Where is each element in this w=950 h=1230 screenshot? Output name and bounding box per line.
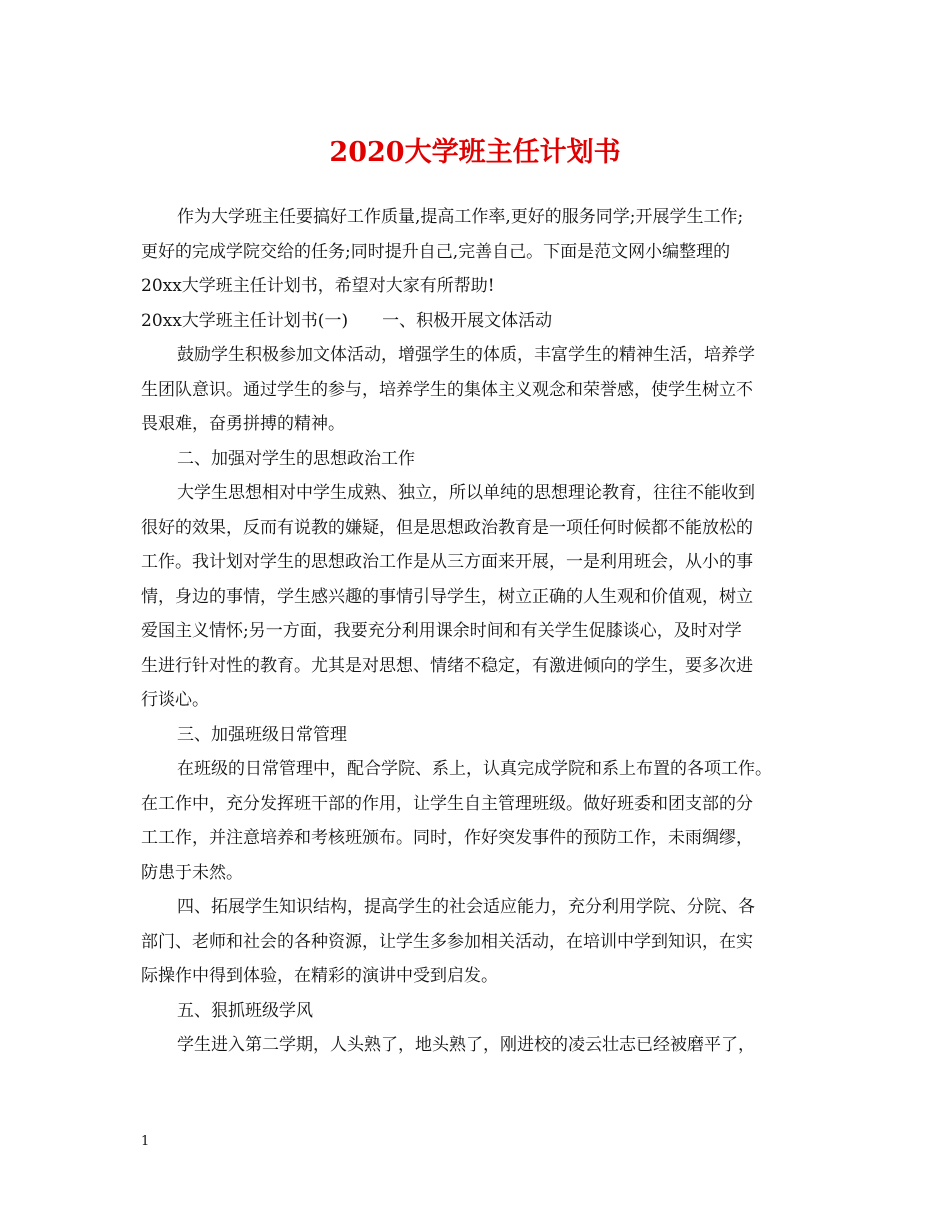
document-title: 2020大学班主任计划书 — [329, 137, 621, 168]
paragraph-line: 鼓励学生积极参加文体活动，增强学生的体质，丰富学生的精神生活，培养学 — [177, 345, 755, 365]
paragraph-line: 在工作中，充分发挥班干部的作用，让学生自主管理班级。做好班委和团支部的分 — [141, 793, 753, 814]
section-heading: 一、积极开展文体活动 — [382, 310, 553, 331]
paragraph-line: 生进行针对性的教育。尤其是对思想、情绪不稳定，有激进倾向的学生，要多次进 — [141, 655, 753, 676]
paragraph-line: 工作。我计划对学生的思想政治工作是从三方面来开展，一是利用班会，从小的事 — [141, 552, 753, 572]
plan-subtitle: 20xx大学班主任计划书(一) — [141, 310, 349, 331]
paragraph-line: 四、拓展学生知识结构，提高学生的社会适应能力，充分利用学院、分院、各 — [177, 897, 755, 917]
paragraph-line: 爱国主义情怀;另一方面，我要充分利用课余时间和有关学生促膝谈心，及时对学 — [141, 621, 742, 641]
paragraph-line: 很好的效果，反而有说教的嫌疑，但是思想政治教育是一项任何时候都不能放松的 — [141, 517, 753, 538]
paragraph-line: 更好的完成学院交给的任务;同时提升自己,完善自己。下面是范文网小编整理的 — [141, 241, 731, 262]
paragraph-line: 五、狠抓班级学风 — [177, 1000, 313, 1021]
paragraph-line: 防患于未然。 — [141, 862, 243, 883]
paragraph-line: 大学生思想相对中学生成熟、独立，所以单纯的思想理论教育，往往不能收到 — [177, 483, 755, 503]
paragraph-line: 工工作，并注意培养和考核班颁布。同时，作好突发事件的预防工作，未雨绸缪， — [141, 828, 753, 848]
paragraph-line: 20xx大学班主任计划书，希望对大家有所帮助! — [141, 276, 495, 296]
paragraph-line: 在班级的日常管理中，配合学院、系上，认真完成学院和系上布置的各项工作。 — [177, 759, 772, 779]
paragraph-line: 情，身边的事情，学生感兴趣的事情引导学生，树立正确的人生观和价值观，树立 — [141, 586, 753, 607]
paragraph-line: 畏艰难，奋勇拼搏的精神。 — [141, 414, 345, 434]
page-number: 1 — [141, 1134, 150, 1149]
paragraph-line: 际操作中得到体验，在精彩的演讲中受到启发。 — [141, 966, 498, 986]
section-heading-line — [141, 304, 821, 339]
paragraph-line: 行谈心。 — [141, 690, 209, 710]
paragraph-line: 学生进入第二学期，人头熟了，地头熟了，刚进校的凌云壮志已经被磨平了， — [177, 1035, 755, 1055]
paragraph-line: 部门、老师和社会的各种资源，让学生多参加相关活动，在培训中学到知识，在实 — [141, 931, 753, 952]
paragraph-line: 二、加强对学生的思想政治工作 — [177, 448, 415, 469]
paragraph-line: 三、加强班级日常管理 — [177, 724, 347, 745]
document-body — [141, 200, 821, 1063]
paragraph-line: 生团队意识。通过学生的参与，培养学生的集体主义观念和荣誉感，使学生树立不 — [141, 379, 753, 400]
paragraph-line: 作为大学班主任要搞好工作质量,提高工作率,更好的服务同学;开展学生工作; — [177, 207, 744, 227]
